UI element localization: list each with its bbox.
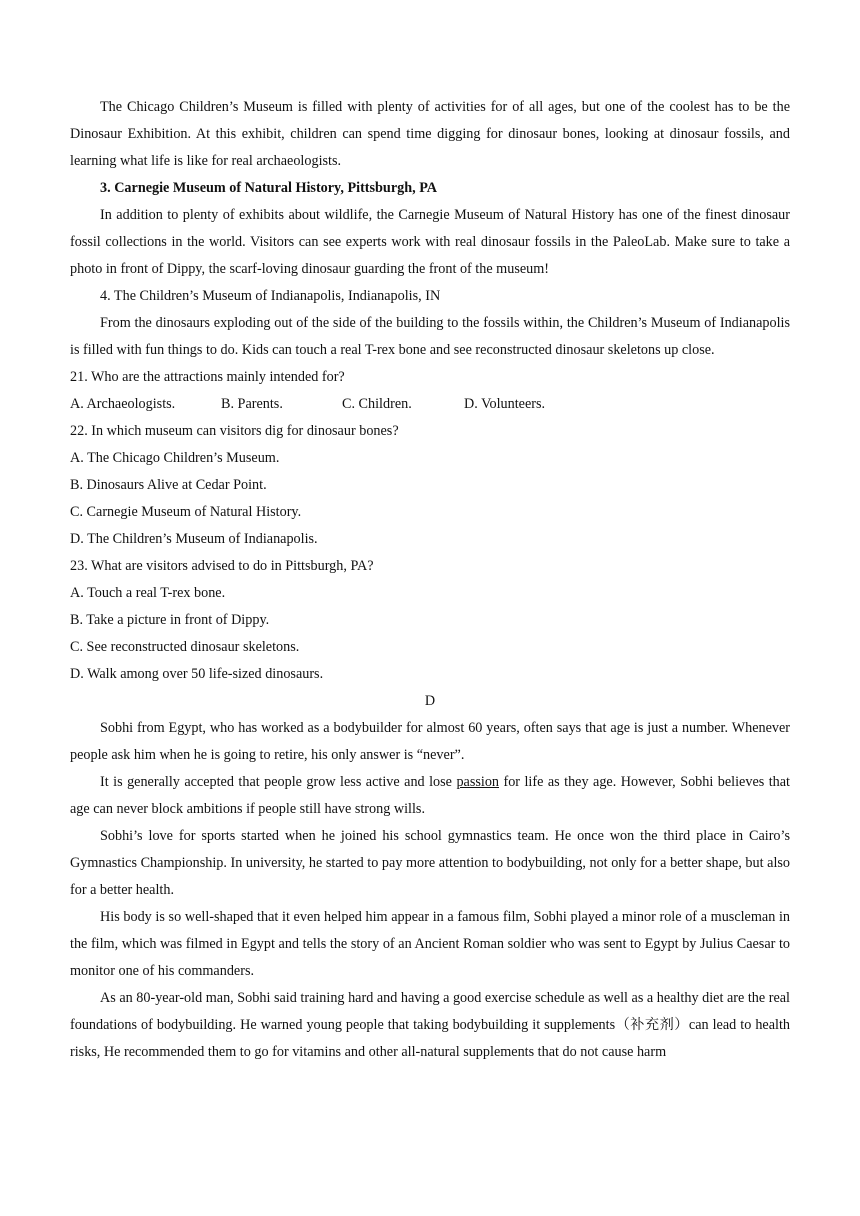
q21-option-a: A. Archaeologists. <box>70 396 176 412</box>
heading-carnegie: 3. Carnegie Museum of Natural History, Pittsburgh, PA <box>100 180 438 196</box>
paragraph-d3: Sobhi’s love for sports started when he joined his school gymnastics team. He once won the third place in Cairo’s Gymnastics Championship. In university, he started to pay more attention to bodybuilding, not only for a better shape, but also for a better health. <box>70 828 790 898</box>
paragraph-d2-after: for life as they age. However, Sobhi believes that age can never block ambitions if people still have strong wills. <box>70 774 791 817</box>
paragraph-d2-before: It is generally accepted that people grow less active and lose <box>100 774 457 790</box>
heading-indianapolis: 4. The Children’s Museum of Indianapolis, Indianapolis, IN <box>100 288 441 304</box>
q21-option-c: C. Children. <box>342 396 412 412</box>
q22-option-a: A. The Chicago Children’s Museum. <box>70 450 280 466</box>
q23-option-b: B. Take a picture in front of Dippy. <box>70 612 270 628</box>
section-d-label: D <box>424 693 436 709</box>
q23-option-d: D. Walk among over 50 life-sized dinosaurs. <box>70 666 324 682</box>
q23-option-c: C. See reconstructed dinosaur skeletons. <box>70 639 300 655</box>
paragraph-d2 <box>70 769 790 823</box>
question-22-stem: 22. In which museum can visitors dig for dinosaur bones? <box>70 423 399 439</box>
q22-option-c: C. Carnegie Museum of Natural History. <box>70 504 302 520</box>
document-page <box>70 94 790 1066</box>
question-21-options <box>70 391 790 418</box>
question-21-stem: 21. Who are the attractions mainly intended for? <box>70 369 345 385</box>
paragraph-carnegie: In addition to plenty of exhibits about wildlife, the Carnegie Museum of Natural History has one of the finest dinosaur fossil collections in the world. Visitors can see experts work with real dinosaur fossils in the PaleoLab. Make sure to take a photo in front of Dippy, the scarf-loving dinosaur guarding the front of the museum! <box>70 207 790 277</box>
question-23-stem: 23. What are visitors advised to do in Pittsburgh, PA? <box>70 558 374 574</box>
q22-option-b: B. Dinosaurs Alive at Cedar Point. <box>70 477 267 493</box>
underlined-word-passion: passion <box>456 774 499 790</box>
q21-option-b: B. Parents. <box>221 396 283 412</box>
paragraph-d5: As an 80-year-old man, Sobhi said training hard and having a good exercise schedule as well as a healthy diet are the real foundations of bodybuilding. He warned young people that taking bodybuilding it supplements（补充剂）can lead to health risks, He recommended them to go for vitamins and other all-natural supplements that do not cause harm <box>70 990 790 1060</box>
paragraph-d4: His body is so well-shaped that it even helped him appear in a famous film, Sobhi played a minor role of a muscleman in the film, which was filmed in Egypt and tells the story of an Ancient Roman soldier who was sent to Egypt by Julius Caesar to monitor one of his commanders. <box>70 909 790 979</box>
paragraph-indianapolis: From the dinosaurs exploding out of the side of the building to the fossils within, the Children’s Museum of Indianapolis is filled with fun things to do. Kids can touch a real T-rex bone and see reconstructed dinosaur skeletons up close. <box>70 315 790 358</box>
q22-option-d: D. The Children’s Museum of Indianapolis. <box>70 531 318 547</box>
q23-option-a: A. Touch a real T-rex bone. <box>70 585 226 601</box>
q21-option-d: D. Volunteers. <box>464 396 546 412</box>
paragraph-chicago: The Chicago Children’s Museum is filled with plenty of activities for of all ages, but one of the coolest has to be the Dinosaur Exhibition. At this exhibit, children can spend time digging for dinosaur bones, looking at dinosaur fossils, and learning what life is like for real archaeologists. <box>70 99 790 169</box>
paragraph-d1: Sobhi from Egypt, who has worked as a bodybuilder for almost 60 years, often says that age is just a number. Whenever people ask him when he is going to retire, his only answer is “never”. <box>70 720 790 763</box>
